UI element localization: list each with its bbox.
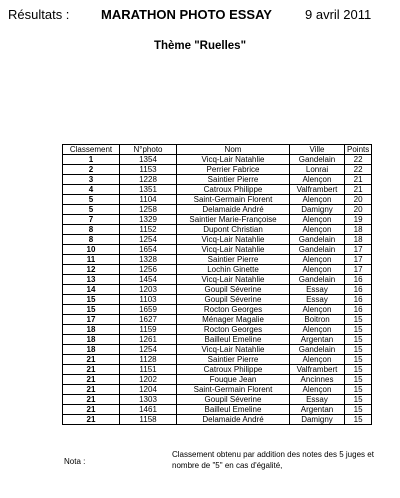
cell-photo-number: 1153 — [120, 165, 177, 175]
cell-city: Alençon — [290, 385, 345, 395]
cell-points: 15 — [345, 385, 372, 395]
cell-city: Argentan — [290, 405, 345, 415]
cell-city: Valframbert — [290, 185, 345, 195]
cell-points: 19 — [345, 215, 372, 225]
cell-photo-number: 1203 — [120, 285, 177, 295]
cell-points: 22 — [345, 165, 372, 175]
cell-city: Valframbert — [290, 365, 345, 375]
cell-points: 16 — [345, 275, 372, 285]
cell-photo-number: 1228 — [120, 175, 177, 185]
cell-city: Gandelain — [290, 275, 345, 285]
cell-city: Gandelain — [290, 245, 345, 255]
cell-points: 15 — [345, 325, 372, 335]
cell-photo-number: 1461 — [120, 405, 177, 415]
cell-points: 20 — [345, 195, 372, 205]
cell-photo-number: 1104 — [120, 195, 177, 205]
cell-points: 18 — [345, 235, 372, 245]
cell-rank: 21 — [63, 405, 120, 415]
column-header-points: Points — [345, 145, 372, 155]
cell-points: 20 — [345, 205, 372, 215]
cell-city: Damigny — [290, 415, 345, 425]
cell-name: Vicq-Lair Natahlie — [177, 245, 290, 255]
cell-photo-number: 1158 — [120, 415, 177, 425]
cell-points: 17 — [345, 245, 372, 255]
cell-photo-number: 1258 — [120, 205, 177, 215]
cell-name: Delamaide André — [177, 415, 290, 425]
cell-photo-number: 1254 — [120, 345, 177, 355]
table-row — [63, 165, 372, 175]
cell-name: Catroux Philippe — [177, 365, 290, 375]
cell-photo-number: 1202 — [120, 375, 177, 385]
cell-points: 21 — [345, 175, 372, 185]
table-header-row — [63, 145, 372, 155]
results-label: Résultats : — [8, 7, 70, 22]
table-row — [63, 315, 372, 325]
cell-photo-number: 1103 — [120, 295, 177, 305]
cell-city: Alençon — [290, 265, 345, 275]
page-header — [0, 7, 400, 25]
results-table — [62, 144, 372, 425]
cell-points: 22 — [345, 155, 372, 165]
cell-rank: 1 — [63, 155, 120, 165]
cell-rank: 12 — [63, 265, 120, 275]
cell-points: 15 — [345, 315, 372, 325]
cell-rank: 21 — [63, 375, 120, 385]
table-row — [63, 325, 372, 335]
cell-rank: 8 — [63, 235, 120, 245]
cell-points: 15 — [345, 335, 372, 345]
cell-rank: 5 — [63, 195, 120, 205]
cell-photo-number: 1261 — [120, 335, 177, 345]
cell-name: Fouque Jean — [177, 375, 290, 385]
cell-points: 15 — [345, 345, 372, 355]
cell-points: 15 — [345, 395, 372, 405]
cell-rank: 18 — [63, 345, 120, 355]
cell-photo-number: 1329 — [120, 215, 177, 225]
cell-rank: 21 — [63, 355, 120, 365]
cell-points: 15 — [345, 405, 372, 415]
cell-city: Alençon — [290, 195, 345, 205]
cell-city: Gandelain — [290, 155, 345, 165]
cell-rank: 5 — [63, 205, 120, 215]
cell-city: Alençon — [290, 325, 345, 335]
cell-name: Saintier Pierre — [177, 255, 290, 265]
column-header-photo: N°photo — [120, 145, 177, 155]
cell-photo-number: 1159 — [120, 325, 177, 335]
cell-points: 17 — [345, 255, 372, 265]
cell-name: Vicq-Lair Natahlie — [177, 235, 290, 245]
cell-city: Alençon — [290, 215, 345, 225]
cell-rank: 21 — [63, 385, 120, 395]
cell-name: Bailleul Emeline — [177, 405, 290, 415]
cell-name: Vicq-Lair Natahlie — [177, 345, 290, 355]
table-row — [63, 295, 372, 305]
cell-city: Essay — [290, 285, 345, 295]
cell-name: Dupont Christian — [177, 225, 290, 235]
table-row — [63, 305, 372, 315]
cell-name: Goupil Séverine — [177, 285, 290, 295]
cell-photo-number: 1454 — [120, 275, 177, 285]
cell-name: Lochin Ginette — [177, 265, 290, 275]
cell-points: 15 — [345, 375, 372, 385]
table-row — [63, 365, 372, 375]
cell-name: Rocton Georges — [177, 325, 290, 335]
table-row — [63, 355, 372, 365]
table-row — [63, 185, 372, 195]
cell-name: Perrier Fabrice — [177, 165, 290, 175]
cell-city: Lonrai — [290, 165, 345, 175]
cell-name: Saintier Pierre — [177, 175, 290, 185]
cell-rank: 14 — [63, 285, 120, 295]
cell-points: 16 — [345, 285, 372, 295]
cell-photo-number: 1256 — [120, 265, 177, 275]
cell-photo-number: 1654 — [120, 245, 177, 255]
table-row — [63, 195, 372, 205]
cell-photo-number: 1328 — [120, 255, 177, 265]
cell-city: Gandelain — [290, 235, 345, 245]
table-row — [63, 225, 372, 235]
cell-name: Saintier Marie-Françoise — [177, 215, 290, 225]
event-date: 9 avril 2011 — [305, 7, 372, 22]
cell-name: Vicq-Lair Natahlie — [177, 155, 290, 165]
table-row — [63, 245, 372, 255]
cell-city: Essay — [290, 295, 345, 305]
cell-rank: 11 — [63, 255, 120, 265]
event-title: MARATHON PHOTO ESSAY — [101, 7, 272, 22]
note-label: Nota : — [64, 457, 86, 466]
cell-name: Delamaide André — [177, 205, 290, 215]
cell-city: Essay — [290, 395, 345, 405]
table-row — [63, 385, 372, 395]
cell-city: Alençon — [290, 355, 345, 365]
table-row — [63, 345, 372, 355]
table-row — [63, 285, 372, 295]
cell-photo-number: 1627 — [120, 315, 177, 325]
cell-name: Goupil Séverine — [177, 295, 290, 305]
cell-rank: 8 — [63, 225, 120, 235]
cell-name: Saint-Germain Florent — [177, 385, 290, 395]
cell-points: 16 — [345, 295, 372, 305]
cell-rank: 2 — [63, 165, 120, 175]
column-header-city: Ville — [290, 145, 345, 155]
cell-points: 15 — [345, 415, 372, 425]
table-row — [63, 275, 372, 285]
table-row — [63, 265, 372, 275]
table-row — [63, 155, 372, 165]
cell-rank: 21 — [63, 365, 120, 375]
note-text: Classement obtenu par addition des notes des 5 juges et nombre de "5" en cas d'égalité, — [172, 450, 374, 470]
cell-city: Alençon — [290, 225, 345, 235]
cell-points: 18 — [345, 225, 372, 235]
table-row — [63, 415, 372, 425]
cell-rank: 21 — [63, 395, 120, 405]
cell-photo-number: 1152 — [120, 225, 177, 235]
cell-city: Alençon — [290, 305, 345, 315]
cell-city: Alençon — [290, 255, 345, 265]
theme-title: Thème "Ruelles" — [153, 40, 247, 52]
table-row — [63, 255, 372, 265]
column-header-rank: Classement — [63, 145, 120, 155]
cell-photo-number: 1354 — [120, 155, 177, 165]
cell-name: Saint-Germain Florent — [177, 195, 290, 205]
cell-name: Vicq-Lair Natahlie — [177, 275, 290, 285]
cell-photo-number: 1303 — [120, 395, 177, 405]
cell-city: Ancinnes — [290, 375, 345, 385]
cell-rank: 15 — [63, 305, 120, 315]
cell-rank: 3 — [63, 175, 120, 185]
cell-name: Bailleul Emeline — [177, 335, 290, 345]
column-header-name: Nom — [177, 145, 290, 155]
table-row — [63, 395, 372, 405]
cell-photo-number: 1151 — [120, 365, 177, 375]
cell-city: Argentan — [290, 335, 345, 345]
cell-rank: 21 — [63, 415, 120, 425]
cell-city: Boitron — [290, 315, 345, 325]
cell-points: 17 — [345, 265, 372, 275]
cell-name: Rocton Georges — [177, 305, 290, 315]
table-row — [63, 375, 372, 385]
cell-name: Ménager Magalie — [177, 315, 290, 325]
cell-name: Catroux Philippe — [177, 185, 290, 195]
cell-photo-number: 1204 — [120, 385, 177, 395]
cell-points: 15 — [345, 355, 372, 365]
cell-rank: 17 — [63, 315, 120, 325]
cell-city: Alençon — [290, 175, 345, 185]
cell-points: 21 — [345, 185, 372, 195]
table-row — [63, 215, 372, 225]
table-row — [63, 235, 372, 245]
cell-rank: 10 — [63, 245, 120, 255]
cell-rank: 18 — [63, 325, 120, 335]
cell-rank: 18 — [63, 335, 120, 345]
table-row — [63, 405, 372, 415]
cell-rank: 4 — [63, 185, 120, 195]
cell-rank: 15 — [63, 295, 120, 305]
cell-points: 16 — [345, 305, 372, 315]
cell-rank: 13 — [63, 275, 120, 285]
table-row — [63, 175, 372, 185]
cell-photo-number: 1128 — [120, 355, 177, 365]
cell-city: Damigny — [290, 205, 345, 215]
table-row — [63, 335, 372, 345]
cell-city: Gandelain — [290, 345, 345, 355]
cell-photo-number: 1351 — [120, 185, 177, 195]
cell-photo-number: 1659 — [120, 305, 177, 315]
cell-rank: 7 — [63, 215, 120, 225]
cell-photo-number: 1254 — [120, 235, 177, 245]
cell-points: 15 — [345, 365, 372, 375]
cell-name: Saintier Pierre — [177, 355, 290, 365]
cell-name: Goupil Séverine — [177, 395, 290, 405]
table-row — [63, 205, 372, 215]
